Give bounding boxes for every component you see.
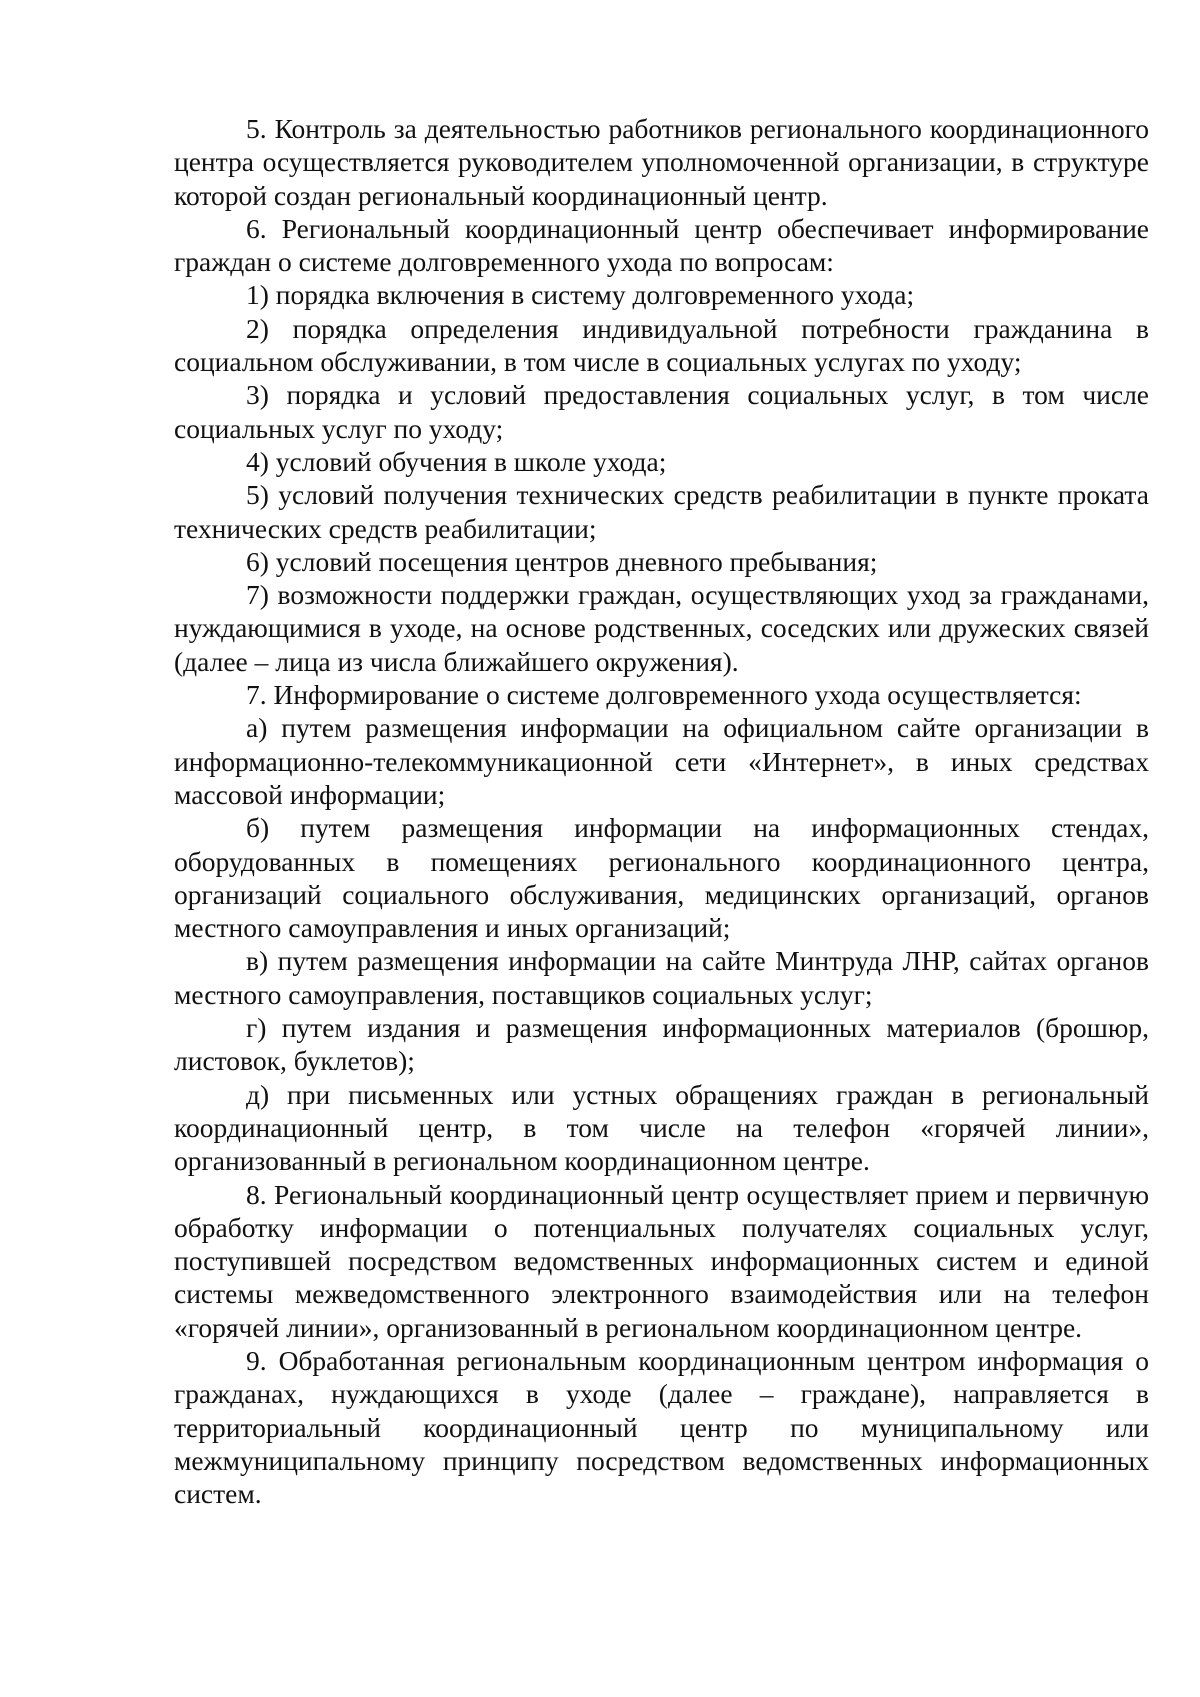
paragraph-6-informing: 6. Региональный координационный центр обеспечивает информирование граждан о системе долговременного ухода по вопросам: bbox=[174, 212, 1149, 278]
list-item-6-4: 4) условий обучения в школе ухода; bbox=[246, 445, 667, 477]
list-item-6-6: 6) условий посещения центров дневного пребывания; bbox=[246, 545, 878, 577]
list-item-6-3: 3) порядка и условий предоставления социальных услуг, в том числе социальных услуг по уходу; bbox=[174, 379, 1149, 444]
list-item-7-v: в) путем размещения информации на сайте Минтруда ЛНР, сайтах органов местного самоуправления, поставщиков социальных услуг; bbox=[174, 945, 1149, 1010]
list-item-7-d: д) при письменных или устных обращениях граждан в региональный координационный центр, в том числе на телефон «горячей линии», организованный в региональном координационном центре. bbox=[174, 1078, 1149, 1177]
list-item-7-b: б) путем размещения информации на информационных стендах, оборудованных в помещениях регионального координационного центра, организаций социального обслуживания, медицинских организаций, органов местного самоуправления и иных организаций; bbox=[174, 812, 1149, 944]
paragraph-5-control: 5. Контроль за деятельностью работников регионального координационного центра осуществляется руководителем уполномоченной организации, в структуре которой создан региональный координационный центр. bbox=[174, 113, 1149, 211]
list-item-6-5: 5) условий получения технических средств реабилитации в пункте проката технических средств реабилитации; bbox=[174, 479, 1149, 544]
list-item-6-1: 1) порядка включения в систему долговременного ухода; bbox=[246, 279, 915, 311]
document-body bbox=[174, 112, 1149, 1510]
paragraph-8-processing: 8. Региональный координационный центр осуществляет прием и первичную обработку информации о потенциальных получателях социальных услуг, поступившей посредством ведомственных информационных систем и единой системы межведомственного электронного взаимодействия или на телефон «горячей линии», организованный в региональном координационном центре. bbox=[174, 1178, 1149, 1343]
paragraph-9-forwarding: 9. Обработанная региональным координационным центром информация о гражданах, нуждающихся в уходе (далее – граждане), направляется в территориальный координационный центр по муниципальному или межмуниципальному принципу посредством ведомственных информационных систем. bbox=[174, 1344, 1149, 1510]
list-item-6-7: 7) возможности поддержки граждан, осуществляющих уход за гражданами, нуждающимися в уходе, на основе родственных, соседских или дружеских связей (далее – лица из числа ближайшего окружения). bbox=[174, 579, 1149, 677]
list-item-7-a: а) путем размещения информации на официальном сайте организации в информационно-телекоммуникационной сети «Интернет», в иных средствах массовой информации; bbox=[174, 712, 1149, 810]
paragraph-7-informing-methods: 7. Информирование о системе долговременного ухода осуществляется: bbox=[246, 679, 1082, 711]
list-item-6-2: 2) порядка определения индивидуальной потребности гражданина в социальном обслуживании, в том числе в социальных услугах по уходу; bbox=[174, 312, 1149, 378]
list-item-7-g: г) путем издания и размещения информационных материалов (брошюр, листовок, буклетов); bbox=[174, 1012, 1149, 1077]
